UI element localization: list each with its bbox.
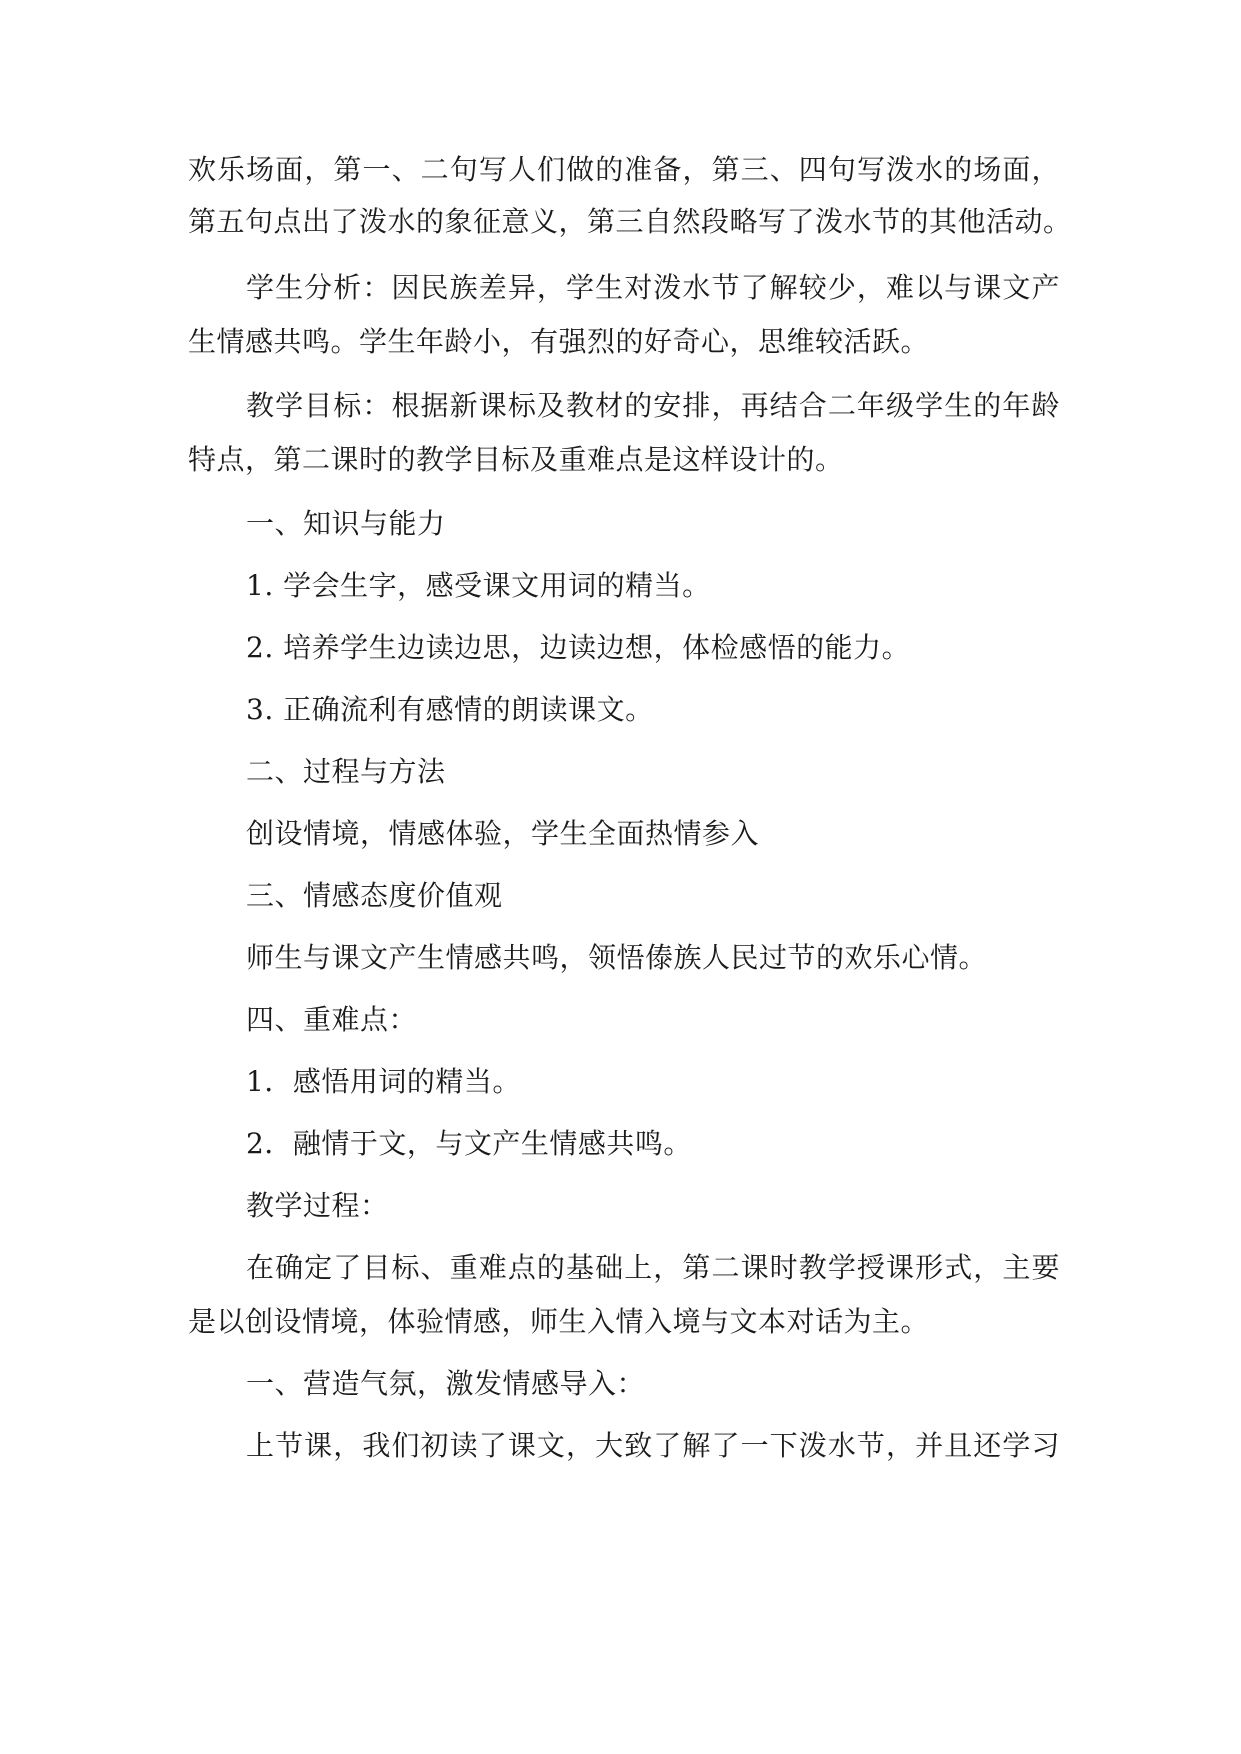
section-heading: 三、情感态度价值观 bbox=[246, 879, 503, 912]
text-line: 学生分析：因民族差异，学生对泼水节了解较少，难以与课文产 bbox=[246, 271, 1060, 304]
text-line: 是以创设情境，体验情感，师生入情入境与文本对话为主。 bbox=[188, 1305, 930, 1338]
text-line: 特点，第二课时的教学目标及重难点是这样设计的。 bbox=[188, 443, 844, 476]
list-item: 1．感悟用词的精当。 bbox=[246, 1065, 521, 1098]
list-item: 2．融情于文，与文产生情感共鸣。 bbox=[246, 1127, 692, 1160]
text-line: 教学目标：根据新课标及教材的安排，再结合二年级学生的年龄 bbox=[246, 389, 1060, 422]
text-line: 生情感共鸣。学生年龄小，有强烈的好奇心，思维较活跃。 bbox=[188, 325, 930, 358]
section-heading: 教学过程： bbox=[246, 1189, 389, 1222]
list-item: 3. 正确流利有感情的朗读课文。 bbox=[246, 693, 654, 726]
text-line: 创设情境，情感体验，学生全面热情参入 bbox=[246, 817, 760, 850]
text-line: 在确定了目标、重难点的基础上，第二课时教学授课形式，主要 bbox=[246, 1251, 1060, 1284]
section-heading: 一、知识与能力 bbox=[246, 507, 446, 540]
text-line: 上节课，我们初读了课文，大致了解了一下泼水节，并且还学习 bbox=[246, 1429, 1060, 1462]
text-line: 欢乐场面，第一、二句写人们做的准备，第三、四句写泼水的场面， bbox=[188, 153, 1060, 186]
list-item: 1. 学会生字，感受课文用词的精当。 bbox=[246, 569, 711, 602]
section-heading: 二、过程与方法 bbox=[246, 755, 446, 788]
text-line: 第五句点出了泼水的象征意义，第三自然段略写了泼水节的其他活动。 bbox=[188, 205, 1072, 238]
list-item: 2. 培养学生边读边思，边读边想，体检感悟的能力。 bbox=[246, 631, 911, 664]
section-heading: 一、营造气氛，激发情感导入： bbox=[246, 1367, 646, 1400]
text-line: 师生与课文产生情感共鸣，领悟傣族人民过节的欢乐心情。 bbox=[246, 941, 988, 974]
section-heading: 四、重难点： bbox=[246, 1003, 418, 1036]
